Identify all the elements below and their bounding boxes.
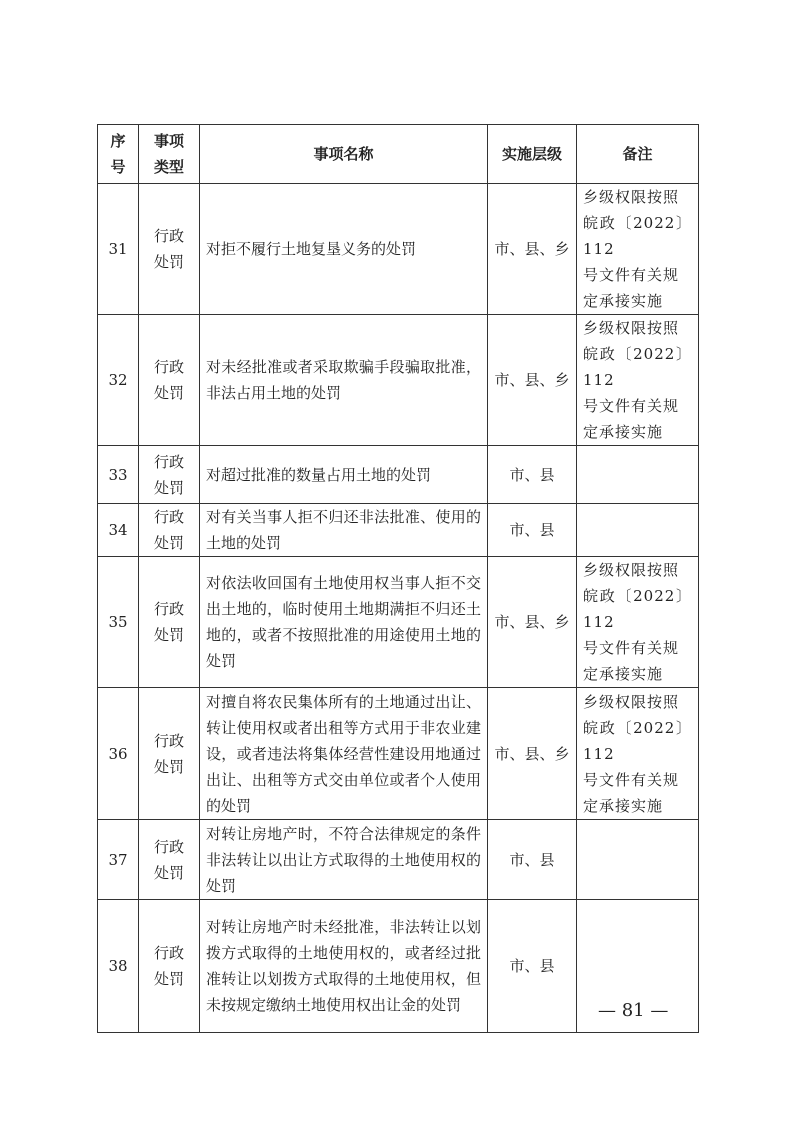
cell-name: 对转让房地产时，不符合法律规定的条件非法转让以出让方式取得的土地使用权的处罚 <box>200 820 488 900</box>
cell-type-line: 处罚 <box>153 757 184 776</box>
cell-level: 市、县 <box>488 446 577 504</box>
header-level: 实施层级 <box>488 125 577 184</box>
items-table <box>97 124 699 1033</box>
cell-level: 市、县、乡 <box>488 315 577 446</box>
cell-type <box>139 184 200 315</box>
cell-level: 市、县、乡 <box>488 557 577 688</box>
cell-type-line: 行政 <box>153 508 184 526</box>
cell-name: 对依法收回国有土地使用权当事人拒不交出土地的，临时使用土地期满拒不归还土地的，或者不按照批准的用途使用土地的处罚 <box>200 557 488 688</box>
cell-type-line: 处罚 <box>153 253 184 271</box>
table-row <box>98 315 699 446</box>
cell-type <box>139 688 200 820</box>
cell-type-line: 行政 <box>153 452 184 471</box>
cell-num: 33 <box>98 446 139 504</box>
cell-num: 36 <box>98 688 139 820</box>
cell-note-line: 乡级权限按照 <box>583 188 680 206</box>
cell-note-line: 乡级权限按照 <box>583 692 680 711</box>
cell-note <box>577 184 699 315</box>
cell-note-line: 号文件有关规 <box>583 266 680 284</box>
header-num <box>98 125 139 184</box>
table-body <box>98 184 699 1033</box>
cell-type-line: 行政 <box>153 731 184 750</box>
cell-note <box>577 315 699 446</box>
cell-type-line: 处罚 <box>153 534 184 552</box>
cell-level: 市、县 <box>488 820 577 900</box>
cell-type-line: 行政 <box>153 600 184 618</box>
cell-note <box>577 446 699 504</box>
cell-type-line: 行政 <box>153 227 184 245</box>
cell-level: 市、县、乡 <box>488 184 577 315</box>
page-number: — 81 — <box>598 1000 669 1021</box>
cell-note <box>577 820 699 900</box>
table-row <box>98 184 699 315</box>
cell-note-line: 定承接实施 <box>583 292 664 310</box>
cell-note-line: 号文件有关规 <box>583 397 680 415</box>
cell-note-line: 定承接实施 <box>583 796 664 815</box>
header-type-line2: 类型 <box>153 158 184 176</box>
cell-name: 对有关当事人拒不归还非法批准、使用的土地的处罚 <box>200 504 488 557</box>
cell-type-line: 处罚 <box>153 478 184 497</box>
cell-note-line: 号文件有关规 <box>583 770 680 789</box>
cell-note-line: 乡级权限按照 <box>583 561 680 579</box>
cell-type <box>139 504 200 557</box>
cell-type-line: 处罚 <box>153 970 184 988</box>
table-row <box>98 820 699 900</box>
cell-note <box>577 557 699 688</box>
cell-note-line: 号文件有关规 <box>583 639 680 657</box>
cell-note-line: 定承接实施 <box>583 423 664 441</box>
table-row <box>98 557 699 688</box>
header-type-line1: 事项 <box>153 132 184 150</box>
cell-num: 37 <box>98 820 139 900</box>
cell-name: 对超过批准的数量占用土地的处罚 <box>200 446 488 504</box>
table-row <box>98 504 699 557</box>
header-type <box>139 125 200 184</box>
cell-note <box>577 688 699 820</box>
cell-num: 38 <box>98 900 139 1033</box>
cell-level: 市、县 <box>488 900 577 1033</box>
cell-note-line: 皖政〔2022〕112 <box>583 718 692 763</box>
header-num-line2: 号 <box>110 158 126 176</box>
header-num-line1: 序 <box>110 132 126 150</box>
header-note: 备注 <box>577 125 699 184</box>
cell-type-line: 处罚 <box>153 384 184 402</box>
cell-num: 31 <box>98 184 139 315</box>
cell-type-line: 处罚 <box>153 626 184 644</box>
header-name: 事项名称 <box>200 125 488 184</box>
table-row <box>98 446 699 504</box>
cell-level: 市、县、乡 <box>488 688 577 820</box>
cell-note-line: 皖政〔2022〕112 <box>583 214 692 258</box>
cell-type-line: 处罚 <box>153 863 184 882</box>
cell-note <box>577 504 699 557</box>
cell-type <box>139 557 200 688</box>
table-header-row <box>98 125 699 184</box>
cell-type <box>139 315 200 446</box>
cell-note-line: 定承接实施 <box>583 665 664 683</box>
cell-type-line: 行政 <box>153 358 184 376</box>
cell-name: 对擅自将农民集体所有的土地通过出让、转让使用权或者出租等方式用于非农业建设，或者违法将集体经营性建设用地通过出让、出租等方式交由单位或者个人使用的处罚 <box>200 688 488 820</box>
table-row <box>98 688 699 820</box>
cell-type <box>139 446 200 504</box>
cell-name: 对未经批准或者采取欺骗手段骗取批准，非法占用土地的处罚 <box>200 315 488 446</box>
cell-name: 对拒不履行土地复垦义务的处罚 <box>200 184 488 315</box>
cell-num: 35 <box>98 557 139 688</box>
cell-type <box>139 820 200 900</box>
cell-type-line: 行政 <box>153 837 184 856</box>
cell-note-line: 皖政〔2022〕112 <box>583 587 692 631</box>
cell-type-line: 行政 <box>153 944 184 962</box>
cell-num: 32 <box>98 315 139 446</box>
cell-name: 对转让房地产时未经批准，非法转让以划拨方式取得的土地使用权的，或者经过批准转让以划拨方式取得的土地使用权，但未按规定缴纳土地使用权出让金的处罚 <box>200 900 488 1033</box>
cell-note-line: 乡级权限按照 <box>583 319 680 337</box>
cell-num: 34 <box>98 504 139 557</box>
cell-note-line: 皖政〔2022〕112 <box>583 345 692 389</box>
cell-level: 市、县 <box>488 504 577 557</box>
cell-type <box>139 900 200 1033</box>
